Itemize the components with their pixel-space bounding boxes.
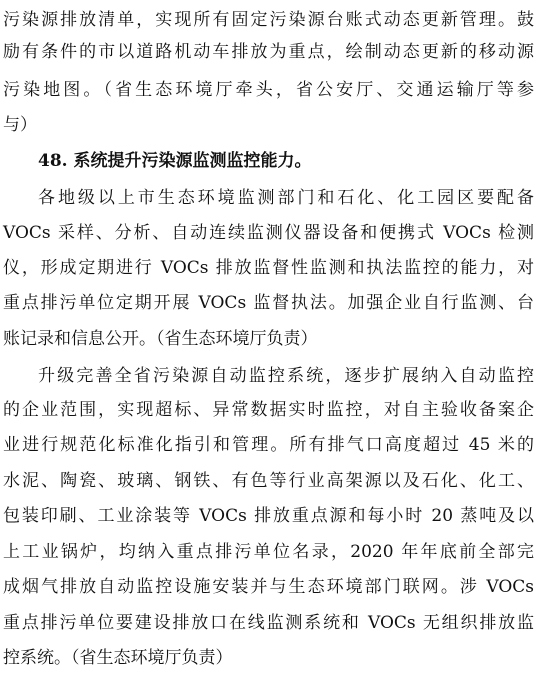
section-heading: 48. 系统提升污染源监测监控能力。 <box>38 151 312 171</box>
text-line: 污染地图。（省生态环境厅牵头，省公安厅、交通运输厅等参 <box>3 80 534 100</box>
text-line: 与） <box>3 115 37 135</box>
text-line: 上工业锅炉，均纳入重点排污单位名录，2020 年年底前全部完 <box>3 542 534 562</box>
text-line: 污染源排放清单，实现所有固定污染源台账式动态更新管理。鼓 <box>3 10 534 30</box>
text-line: VOCs 采样、分析、自动连续监测仪器设备和便携式 VOCs 检测 <box>3 223 534 243</box>
text-line: 控系统。（省生态环境厅负责） <box>3 648 233 668</box>
text-line: 水泥、陶瓷、玻璃、钢铁、有色等行业高架源以及石化、化工、 <box>3 471 534 491</box>
text-line: 包装印刷、工业涂装等 VOCs 排放重点源和每小时 20 蒸吨及以 <box>3 506 534 526</box>
text-line: 的企业范围，实现超标、异常数据实时监控，对自主验收备案企 <box>3 400 534 420</box>
text-line: 励有条件的市以道路机动车排放为重点，绘制动态更新的移动源 <box>3 42 534 62</box>
paragraph-first-line: 升级完善全省污染源自动监控系统，逐步扩展纳入自动监控 <box>38 366 534 386</box>
text-line: 重点排污单位要建设排放口在线监测系统和 VOCs 无组织排放监 <box>3 613 534 633</box>
text-line: 仪，形成定期进行 VOCs 排放监督性监测和执法监控的能力，对 <box>3 258 534 278</box>
text-line: 账记录和信息公开。（省生态环境厅负责） <box>3 329 318 349</box>
text-line: 重点排污单位定期开展 VOCs 监督执法。加强企业自行监测、台 <box>3 293 534 313</box>
text-line: 业进行规范化标准化指引和管理。所有排气口高度超过 45 米的 <box>3 435 534 455</box>
text-line: 成烟气排放自动监控设施安装并与生态环境部门联网。涉 VOCs <box>3 577 534 597</box>
paragraph-first-line: 各地级以上市生态环境监测部门和石化、化工园区要配备 <box>38 188 534 208</box>
